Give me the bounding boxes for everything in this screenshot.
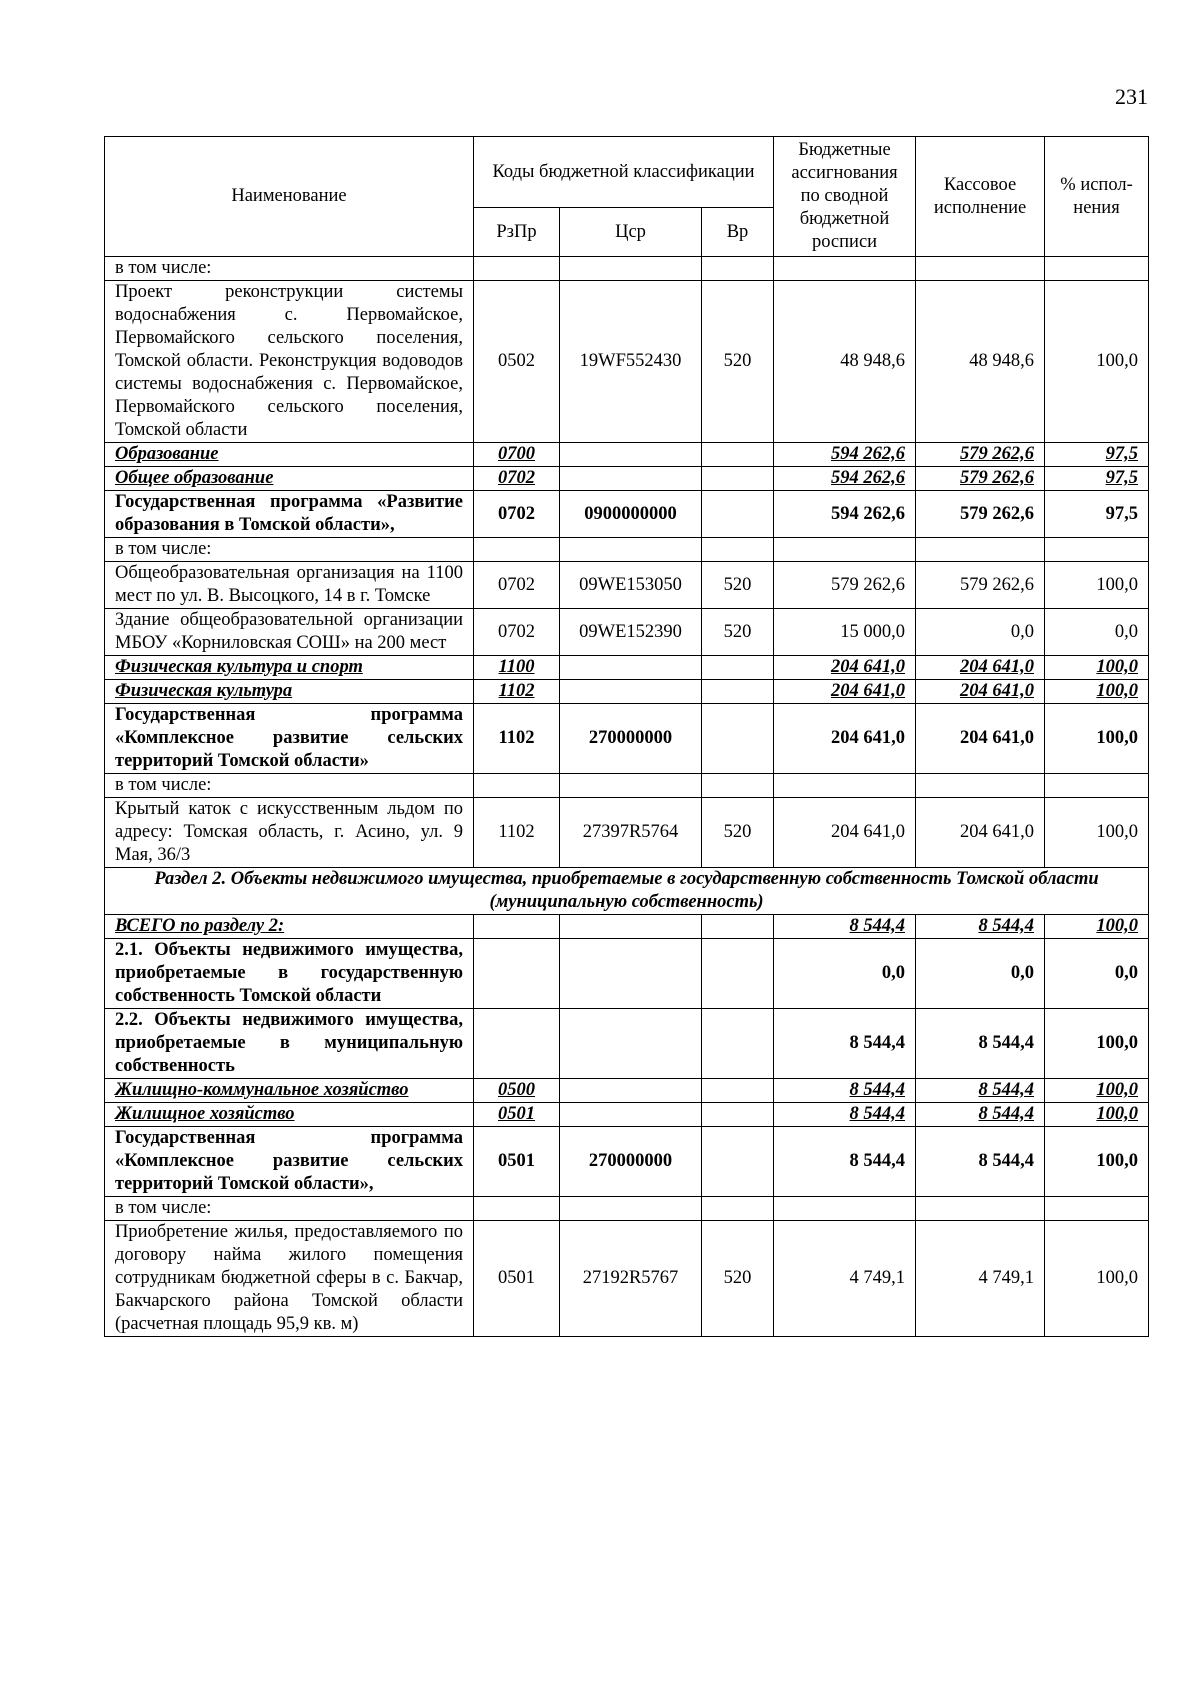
cell-name: Жилищное хозяйство (105, 1103, 474, 1127)
cell-percent: 97,5 (1045, 491, 1149, 538)
budget-table (104, 136, 1149, 1337)
cell-percent: 0,0 (1045, 609, 1149, 656)
cell-name: Крытый каток с искусственным льдом по адресу: Томская область, г. Асино, ул. 9 Мая, 36/3 (105, 798, 474, 868)
cell-cash (916, 774, 1045, 798)
cell-csr: 270000000 (560, 1127, 702, 1197)
cell-vr: 520 (702, 798, 774, 868)
cell-csr: 19WF552430 (560, 281, 702, 443)
cell-percent (1045, 774, 1149, 798)
header-vr: Вр (702, 208, 774, 257)
cell-csr (560, 774, 702, 798)
header-percent: % испол-нения (1045, 137, 1149, 257)
table-row (105, 774, 1149, 798)
cell-vr (702, 491, 774, 538)
header-row (105, 137, 1149, 208)
cell-csr (560, 467, 702, 491)
cell-budget: 8 544,4 (774, 915, 916, 939)
table-row (105, 281, 1149, 443)
table-row (105, 680, 1149, 704)
cell-csr: 0900000000 (560, 491, 702, 538)
cell-vr (702, 1079, 774, 1103)
header-rzpr: РзПр (474, 208, 560, 257)
cell-vr (702, 467, 774, 491)
table-row (105, 609, 1149, 656)
cell-name: Государственная программа «Комплексное развитие сельских территорий Томской области» (105, 704, 474, 774)
cell-cash: 48 948,6 (916, 281, 1045, 443)
table-row (105, 562, 1149, 609)
cell-cash: 8 544,4 (916, 1009, 1045, 1079)
cell-csr (560, 1009, 702, 1079)
cell-rzpr: 1100 (474, 656, 560, 680)
cell-budget: 48 948,6 (774, 281, 916, 443)
cell-budget: 204 641,0 (774, 798, 916, 868)
header-budget: Бюджетные ассигнования по сводной бюджетной росписи (774, 137, 916, 257)
cell-csr: 270000000 (560, 704, 702, 774)
cell-cash: 204 641,0 (916, 680, 1045, 704)
table-row (105, 656, 1149, 680)
cell-cash: 0,0 (916, 939, 1045, 1009)
cell-cash: 204 641,0 (916, 798, 1045, 868)
cell-budget (774, 1197, 916, 1221)
cell-budget: 8 544,4 (774, 1009, 916, 1079)
cell-vr (702, 774, 774, 798)
cell-rzpr: 1102 (474, 704, 560, 774)
cell-csr: 09WE152390 (560, 609, 702, 656)
cell-rzpr (474, 915, 560, 939)
cell-name: в том числе: (105, 1197, 474, 1221)
cell-budget: 8 544,4 (774, 1103, 916, 1127)
cell-vr: 520 (702, 609, 774, 656)
cell-percent: 97,5 (1045, 443, 1149, 467)
cell-vr: 520 (702, 281, 774, 443)
cell-name: Приобретение жилья, предоставляемого по договору найма жилого помещения сотрудникам бюджетной сферы в с. Бакчар, Бакчарского района Томской области (расчетная площадь 95,9 кв. м) (105, 1221, 474, 1337)
cell-percent: 100,0 (1045, 704, 1149, 774)
cell-name: Физическая культура и спорт (105, 656, 474, 680)
table-row (105, 1197, 1149, 1221)
cell-vr (702, 1127, 774, 1197)
page-number: 231 (1115, 84, 1148, 109)
table-row (105, 491, 1149, 538)
cell-rzpr (474, 1009, 560, 1079)
cell-name: в том числе: (105, 774, 474, 798)
cell-cash: 204 641,0 (916, 704, 1045, 774)
header-name: Наименование (105, 137, 474, 257)
cell-budget: 8 544,4 (774, 1079, 916, 1103)
cell-rzpr (474, 538, 560, 562)
cell-percent: 100,0 (1045, 798, 1149, 868)
cell-name: ВСЕГО по разделу 2: (105, 915, 474, 939)
table-row (105, 704, 1149, 774)
cell-csr (560, 1079, 702, 1103)
cell-name: Общее образование (105, 467, 474, 491)
header-codes: Коды бюджетной классификации (474, 137, 774, 208)
table-row (105, 939, 1149, 1009)
cell-csr: 27397R5764 (560, 798, 702, 868)
cell-percent: 100,0 (1045, 1103, 1149, 1127)
cell-vr (702, 1009, 774, 1079)
cell-rzpr: 1102 (474, 798, 560, 868)
cell-budget (774, 257, 916, 281)
cell-csr: 09WE153050 (560, 562, 702, 609)
cell-vr: 520 (702, 1221, 774, 1337)
cell-percent: 100,0 (1045, 1221, 1149, 1337)
cell-percent: 100,0 (1045, 562, 1149, 609)
cell-rzpr: 0501 (474, 1127, 560, 1197)
cell-budget: 579 262,6 (774, 562, 916, 609)
cell-budget: 594 262,6 (774, 443, 916, 467)
cell-cash: 8 544,4 (916, 915, 1045, 939)
cell-budget: 8 544,4 (774, 1127, 916, 1197)
table-row (105, 538, 1149, 562)
cell-cash (916, 538, 1045, 562)
cell-percent: 100,0 (1045, 915, 1149, 939)
cell-rzpr: 0502 (474, 281, 560, 443)
cell-percent (1045, 538, 1149, 562)
cell-name: Проект реконструкции системы водоснабжения с. Первомайское, Первомайского сельского поселения, Томской области. Реконструкция водоводов системы водоснабжения с. Первомайское, Первомайского сельского поселения, Томской области (105, 281, 474, 443)
table-row (105, 798, 1149, 868)
cell-name: Здание общеобразовательной организации МБОУ «Корниловская СОШ» на 200 мест (105, 609, 474, 656)
cell-cash: 0,0 (916, 609, 1045, 656)
cell-name: Государственная программа «Развитие образования в Томской области», (105, 491, 474, 538)
cell-rzpr: 0702 (474, 609, 560, 656)
cell-percent: 97,5 (1045, 467, 1149, 491)
cell-csr (560, 939, 702, 1009)
cell-budget: 4 749,1 (774, 1221, 916, 1337)
cell-cash: 8 544,4 (916, 1127, 1045, 1197)
header-cash: Кассовое исполнение (916, 137, 1045, 257)
cell-budget: 15 000,0 (774, 609, 916, 656)
cell-rzpr (474, 939, 560, 1009)
cell-csr: 27192R5767 (560, 1221, 702, 1337)
cell-csr (560, 1197, 702, 1221)
cell-rzpr: 0702 (474, 467, 560, 491)
cell-csr (560, 443, 702, 467)
cell-csr (560, 656, 702, 680)
cell-csr (560, 538, 702, 562)
cell-name: 2.2. Объекты недвижимого имущества, приобретаемые в муниципальную собственность (105, 1009, 474, 1079)
cell-vr: 520 (702, 562, 774, 609)
cell-rzpr (474, 774, 560, 798)
cell-name: Государственная программа «Комплексное развитие сельских территорий Томской области», (105, 1127, 474, 1197)
cell-budget: 594 262,6 (774, 491, 916, 538)
cell-vr (702, 915, 774, 939)
cell-csr (560, 680, 702, 704)
cell-percent: 100,0 (1045, 1079, 1149, 1103)
cell-cash (916, 1197, 1045, 1221)
cell-cash: 4 749,1 (916, 1221, 1045, 1337)
cell-name: Жилищно-коммунальное хозяйство (105, 1079, 474, 1103)
cell-percent: 100,0 (1045, 680, 1149, 704)
cell-rzpr: 1102 (474, 680, 560, 704)
cell-vr (702, 1197, 774, 1221)
cell-budget: 204 641,0 (774, 656, 916, 680)
table-row (105, 1221, 1149, 1337)
table-row (105, 1103, 1149, 1127)
cell-rzpr (474, 257, 560, 281)
cell-percent: 100,0 (1045, 656, 1149, 680)
cell-budget: 0,0 (774, 939, 916, 1009)
cell-rzpr (474, 1197, 560, 1221)
cell-vr (702, 1103, 774, 1127)
cell-name: в том числе: (105, 538, 474, 562)
cell-percent: 100,0 (1045, 281, 1149, 443)
cell-cash: 579 262,6 (916, 491, 1045, 538)
table-body (105, 257, 1149, 1337)
cell-cash: 8 544,4 (916, 1103, 1045, 1127)
cell-budget (774, 538, 916, 562)
table-row (105, 1079, 1149, 1103)
cell-vr (702, 704, 774, 774)
cell-vr (702, 680, 774, 704)
cell-rzpr: 0702 (474, 562, 560, 609)
cell-name: Физическая культура (105, 680, 474, 704)
cell-cash: 579 262,6 (916, 562, 1045, 609)
cell-vr (702, 656, 774, 680)
cell-name: Общеобразовательная организация на 1100 мест по ул. В. Высоцкого, 14 в г. Томске (105, 562, 474, 609)
cell-cash (916, 257, 1045, 281)
cell-percent: 100,0 (1045, 1009, 1149, 1079)
cell-vr (702, 257, 774, 281)
table-row (105, 1009, 1149, 1079)
table-row (105, 1127, 1149, 1197)
cell-vr (702, 538, 774, 562)
cell-vr (702, 443, 774, 467)
cell-name: 2.1. Объекты недвижимого имущества, приобретаемые в государственную собственность Томской области (105, 939, 474, 1009)
table-row (105, 467, 1149, 491)
cell-rzpr: 0702 (474, 491, 560, 538)
cell-csr (560, 915, 702, 939)
cell-csr (560, 257, 702, 281)
cell-cash: 8 544,4 (916, 1079, 1045, 1103)
cell-cash: 579 262,6 (916, 467, 1045, 491)
cell-csr (560, 1103, 702, 1127)
cell-budget: 204 641,0 (774, 704, 916, 774)
cell-percent: 100,0 (1045, 1127, 1149, 1197)
cell-percent (1045, 257, 1149, 281)
table-row (105, 257, 1149, 281)
cell-budget: 204 641,0 (774, 680, 916, 704)
cell-rzpr: 0501 (474, 1103, 560, 1127)
cell-name: Образование (105, 443, 474, 467)
cell-cash: 204 641,0 (916, 656, 1045, 680)
cell-vr (702, 939, 774, 1009)
table-row (105, 915, 1149, 939)
cell-percent (1045, 1197, 1149, 1221)
cell-percent: 0,0 (1045, 939, 1149, 1009)
cell-rzpr: 0700 (474, 443, 560, 467)
cell-rzpr: 0501 (474, 1221, 560, 1337)
section-title: Раздел 2. Объекты недвижимого имущества, приобретаемые в государственную собственность Томской области (муниципальную собственность) (105, 868, 1149, 915)
header-csr: Цср (560, 208, 702, 257)
table-row (105, 443, 1149, 467)
cell-name: в том числе: (105, 257, 474, 281)
cell-budget: 594 262,6 (774, 467, 916, 491)
cell-rzpr: 0500 (474, 1079, 560, 1103)
table-row (105, 868, 1149, 915)
cell-budget (774, 774, 916, 798)
cell-cash: 579 262,6 (916, 443, 1045, 467)
